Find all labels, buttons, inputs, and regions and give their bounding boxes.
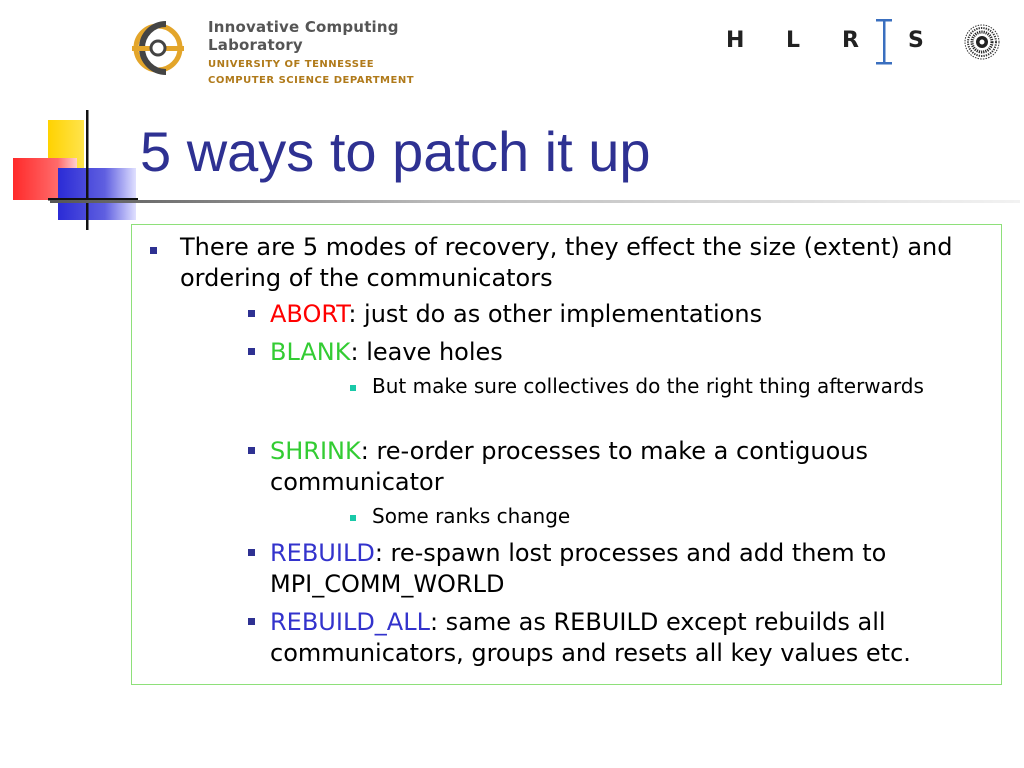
mode-abort [270,299,990,330]
bullet-square [248,348,255,355]
mode-description: : same as REBUILD except rebuilds all communicators, groups and resets all key values etc. [270,608,911,667]
bullet-square [248,447,255,454]
hlrs-starburst-icon [964,24,1000,60]
mode-rebuild [270,538,990,600]
mode-description: : just do as other implementations [348,300,763,328]
bullet-square [248,618,255,625]
mode-blank-note: But make sure collectives do the right thing afterwards [372,374,924,398]
mode-description: : leave holes [350,338,503,366]
mode-description: : re-spawn lost processes and add them to MPI_COMM_WORLD [270,539,887,598]
bullet-square [150,247,157,254]
mode-rebuild-all [270,607,990,669]
decorative-corner-squares [0,105,140,235]
mode-shrink [270,436,990,498]
icl-logo-title: Innovative Computing Laboratory [208,18,399,54]
mode-shrink-note: Some ranks change [372,504,571,528]
mode-keyword: SHRINK [270,437,361,465]
intro-text: There are 5 modes of recovery, they effect the size (extent) and ordering of the communicators [180,233,953,292]
icl-logo-university: UNIVERSITY OF TENNESSEE [208,59,375,70]
bullet-square [350,515,356,521]
mode-description: : re-order processes to make a contiguous communicator [270,437,869,496]
bullet-square [248,310,255,317]
icl-logo-department: COMPUTER SCIENCE DEPARTMENT [208,75,415,86]
icl-logo [128,10,488,86]
hlrs-letter-r: R [842,28,859,53]
mode-keyword: REBUILD_ALL [270,608,430,636]
bullet-square [248,549,255,556]
icl-emblem-icon [128,14,192,78]
hlrs-letter-l: L [786,28,801,53]
slide-title: 5 ways to patch it up [140,120,651,183]
title-divider [50,200,1020,204]
mode-keyword: ABORT [270,300,349,328]
hlrs-bracket-icon [874,16,894,68]
mode-blank [270,337,990,368]
hlrs-logo [722,14,1012,70]
content-box [131,224,1002,685]
mode-keyword: REBUILD [270,539,375,567]
hlrs-letter-h: H [726,28,745,53]
bullet-square [350,385,356,391]
mode-keyword: BLANK [270,338,351,366]
hlrs-letter-s: S [908,28,924,53]
